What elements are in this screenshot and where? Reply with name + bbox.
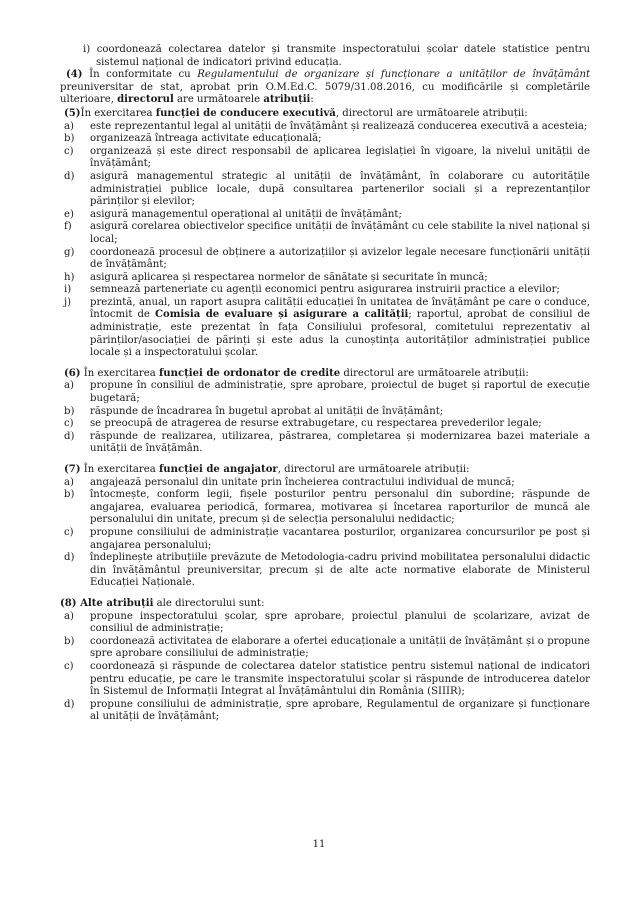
list-item: j) prezintă, anual, un raport asupra calității educației în unitatea de învățământ pe care o conduce, întocmit de Comisia de evaluare și asigurare a calității; raportul, aprobat de consiliul de administrație, este prezentat în fața Consiliului profesoral, comitetului reprezentativ al părinților/asociației de părinți și este adus la cunoștința autorităților administrației publice locale și a inspectoratului școlar.	[64, 296, 590, 359]
list-item: c) se preocupă de atragerea de resurse extrabugetare, cu respectarea prevederilor legale;	[64, 418, 542, 430]
section-7-list	[60, 477, 590, 590]
list-item: b) răspunde de încadrarea în bugetul aprobat al unității de învățământ;	[64, 405, 444, 417]
paragraph-number: (4)	[66, 69, 83, 81]
section-7-heading: (7) În exercitarea funcției de angajator, directorul are următoarele atribuții:	[64, 464, 470, 475]
section-5-heading: (5)În exercitarea funcției de conducere executivă, directorul are următoarele atribuții:	[64, 107, 528, 119]
section-8-list	[60, 611, 590, 724]
item-i-continued: i) coordonează colectarea datelor și transmite inspectoratului școlar datele statistice pentru sistemul național de indicatori privind educația.	[83, 44, 590, 68]
list-item: b) întocmește, conform legii, fișele posturilor pentru personalul din subordine; răspunde de angajarea, evaluarea periodică, formarea, motivarea și încetarea raporturilor de muncă ale personalului din unitate, precum și de selecția personalului nedidactic;	[64, 489, 590, 526]
list-item: a) este reprezentantul legal al unității de învățământ și realizează conducerea executivă a acesteia;	[64, 120, 588, 132]
list-item: a) propune inspectoratului școlar, spre aprobare, proiectul planului de școlarizare, avizat de consiliul de administrație;	[64, 610, 590, 635]
list-item: d) îndeplinește atribuțiile prevăzute de Metodologia-cadru privind mobilitatea personalului didactic din învățământul preuniversitar, precum și de alte acte normative elaborate de Ministerul Educației Naționale.	[64, 552, 590, 589]
page-number: 11	[312, 839, 326, 850]
list-item: h) asigură aplicarea și respectarea normelor de sănătate și securitate în muncă;	[64, 271, 488, 283]
list-item: c) coordonează și răspunde de colectarea datelor statistice pentru sistemul național de indicatori pentru educație, pe care le transmite inspectoratului școlar și răspunde de introducerea datelor în Sistemul de Informații Integrat al Învățământului din România (SIIIR);	[64, 660, 590, 698]
list-item: b) coordonează activitatea de elaborare a ofertei educaționale a unității de învățământ și o propune spre aprobare consiliului de administrație;	[64, 635, 590, 660]
list-item: a) propune în consiliul de administrație, spre aprobare, proiectul de buget și raportul de execuție bugetară;	[64, 380, 590, 405]
section-5-list	[60, 121, 590, 360]
list-item: i) semnează parteneriate cu agenții economici pentru asigurarea instruirii practice a elevilor;	[64, 284, 560, 296]
list-item: e) asigură managementul operațional al unității de învățământ;	[64, 208, 402, 220]
list-item: f) asigură corelarea obiectivelor specifice unității de învățământ cu cele stabilite la nivel național și local;	[64, 221, 590, 245]
list-item: d) propune consiliului de administrație, spre aprobare, Regulamentul de organizare și funcționare al unității de învățământ;	[64, 698, 590, 723]
list-item: g) coordonează procesul de obținere a autorizațiilor și avizelor legale necesare funcționării unității de învățământ;	[64, 246, 590, 271]
section-8-heading: (8) Alte atribuții ale directorului sunt:	[60, 597, 265, 609]
section-6-heading: (6) În exercitarea funcției de ordonator de credite directorul are următoarele atribuții:	[64, 367, 529, 379]
page-body	[60, 44, 590, 724]
paragraph-4: (4) În conformitate cu Regulamentului de organizare și funcționare a unităților de învățământ preuniversitar de stat, aprobat prin O.M.Ed.C. 5079/31.08.2016, cu modificările și completările ulterioare, directorul are următoarele atribuții:	[60, 69, 590, 106]
list-item: b) organizează întreaga activitate educațională;	[64, 133, 322, 145]
section-6-list	[60, 380, 590, 456]
list-item: d) asigură managementul strategic al unității de învățământ, în colaborare cu autoritățile administrației publice locale, după consultarea partenerilor sociali și a reprezentanților părinților și elevilor;	[64, 170, 590, 208]
list-item: a) angajează personalul din unitate prin încheierea contractului individual de muncă;	[64, 476, 515, 488]
list-item: c) propune consiliului de administrație vacantarea posturilor, organizarea concursurilor pe post și angajarea personalului;	[64, 526, 590, 551]
list-item: c) organizează și este direct responsabil de aplicarea legislației în vigoare, la nivelul unității de învățământ;	[64, 145, 590, 170]
list-item: d) răspunde de realizarea, utilizarea, păstrarea, completarea și modernizarea bazei materiale a unității de învățămân.	[64, 430, 590, 455]
